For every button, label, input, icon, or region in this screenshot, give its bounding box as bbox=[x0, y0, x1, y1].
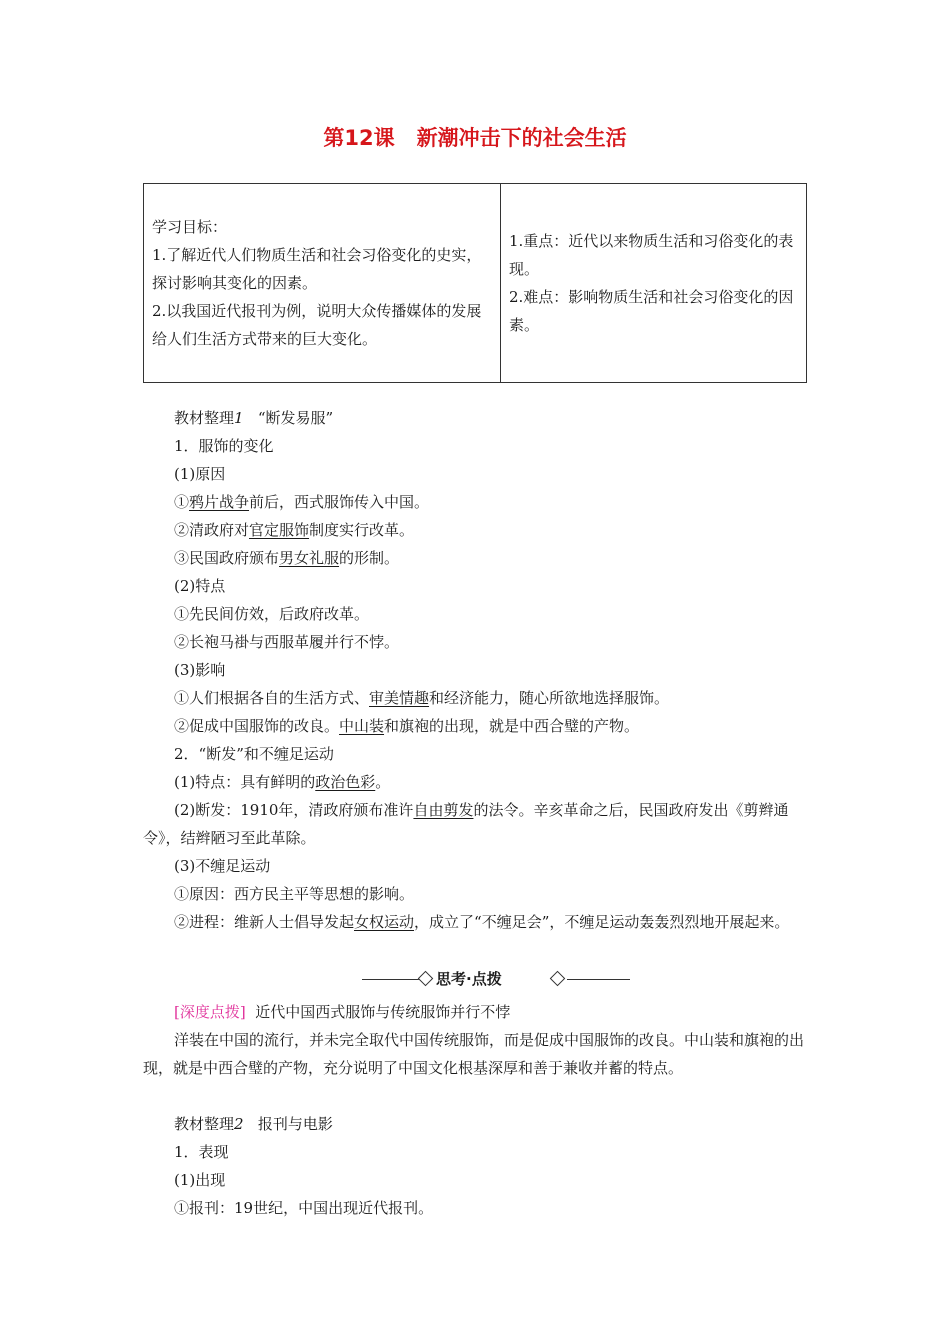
divider-rule-right bbox=[567, 979, 630, 980]
blank-answer: 政治色彩 bbox=[315, 773, 376, 791]
heading-hair-footbinding: 2．“断发”和不缠足运动 bbox=[174, 745, 334, 763]
heading-manifestation: 1．表现 bbox=[174, 1143, 229, 1161]
section-number: 2 bbox=[234, 1115, 244, 1133]
subheading-features: (2)特点 bbox=[174, 577, 226, 595]
subheading-reason: (1)原因 bbox=[174, 465, 226, 483]
section-label: 教材整理 bbox=[174, 1115, 235, 1133]
hair-cutting-paragraph: (2)断发：1910年，清政府颁布准许自由剪发的法令。辛亥革命之后，民国政府发出《剪辫通令》，结辫陋习至此革除。 bbox=[143, 801, 789, 847]
feature-item-2: ②长袍马褂与西服革履并行不悖。 bbox=[174, 633, 400, 651]
movement-feature: (1)特点：具有鲜明的政治色彩。 bbox=[174, 773, 391, 791]
subheading-influence: (3)影响 bbox=[174, 661, 226, 679]
section-title: 报刊与电影 bbox=[257, 1115, 333, 1133]
reason-item-2: ②清政府对官定服饰制度实行改革。 bbox=[174, 521, 415, 539]
section1-header bbox=[174, 404, 807, 432]
feature-item-1: ①先民间仿效，后政府改革。 bbox=[174, 605, 370, 623]
goals-cell bbox=[144, 184, 501, 383]
blank-answer: 男女礼服 bbox=[279, 549, 340, 567]
reason-item-1: ①鸦片战争前后，西式服饰传入中国。 bbox=[174, 493, 430, 511]
deep-point-tag: [深度点拨] bbox=[174, 1003, 246, 1021]
lesson-title bbox=[0, 122, 950, 152]
blank-answer: 女权运动 bbox=[354, 913, 415, 931]
lesson-name: 新潮冲击下的社会生活 bbox=[416, 126, 627, 150]
deep-point-body: 洋装在中国的流行，并未完全取代中国传统服饰，而是促成中国服饰的改良。中山装和旗袍的出现，就是中西合璧的产物，充分说明了中国文化根基深厚和善于兼收并蓄的特点。 bbox=[143, 1031, 805, 1077]
footbinding-reason: ①原因：西方民主平等思想的影响。 bbox=[174, 885, 415, 903]
section-title: “断发易服” bbox=[257, 409, 334, 427]
key-point: 1.重点：近代以来物质生活和习俗变化的表现。 bbox=[509, 232, 794, 278]
diamond-icon bbox=[418, 971, 434, 987]
section-label: 教材整理 bbox=[174, 409, 235, 427]
lesson-number: 第12课 bbox=[323, 126, 395, 150]
think-divider bbox=[362, 969, 630, 991]
blank-answer: 自由剪发 bbox=[413, 801, 474, 819]
deep-point-header bbox=[174, 998, 807, 1026]
heading-clothing: 1．服饰的变化 bbox=[174, 437, 274, 455]
section2-header bbox=[174, 1110, 807, 1138]
blank-answer: 官定服饰 bbox=[249, 521, 310, 539]
footbinding-process: ②进程：维新人士倡导发起女权运动，成立了“不缠足会”，不缠足运动轰轰烈烈地开展起来。 bbox=[174, 913, 790, 931]
blank-answer: 中山装 bbox=[339, 717, 385, 735]
key-points-cell bbox=[501, 184, 807, 383]
section-number: 1 bbox=[234, 409, 244, 427]
subheading-footbinding: (3)不缠足运动 bbox=[174, 857, 271, 875]
blank-answer: 审美情趣 bbox=[369, 689, 430, 707]
influence-item-2: ②促成中国服饰的改良。中山装和旗袍的出现，就是中西合璧的产物。 bbox=[174, 717, 640, 735]
goal-item-2: 2.以我国近代报刊为例，说明大众传播媒体的发展给人们生活方式带来的巨大变化。 bbox=[152, 302, 482, 348]
divider-rule-left bbox=[362, 979, 420, 980]
diamond-icon bbox=[550, 971, 566, 987]
goals-label: 学习目标： bbox=[152, 218, 228, 236]
goal-item-1: 1.了解近代人们物质生活和社会习俗变化的史实，探讨影响其变化的因素。 bbox=[152, 246, 482, 292]
difficult-point: 2.难点：影响物质生活和社会习俗变化的因素。 bbox=[509, 288, 794, 334]
deep-point-title: 近代中国西式服饰与传统服饰并行不悖 bbox=[255, 1003, 511, 1021]
influence-item-1: ①人们根据各自的生活方式、审美情趣和经济能力，随心所欲地选择服饰。 bbox=[174, 689, 670, 707]
newspaper-item: ①报刊：19世纪，中国出现近代报刊。 bbox=[174, 1199, 434, 1217]
divider-label: 思考·点拨 bbox=[436, 970, 502, 988]
reason-item-3: ③民国政府颁布男女礼服的形制。 bbox=[174, 549, 400, 567]
subheading-emergence: (1)出现 bbox=[174, 1171, 226, 1189]
learning-goals-table bbox=[143, 183, 807, 383]
blank-answer: 鸦片战争 bbox=[189, 493, 250, 511]
